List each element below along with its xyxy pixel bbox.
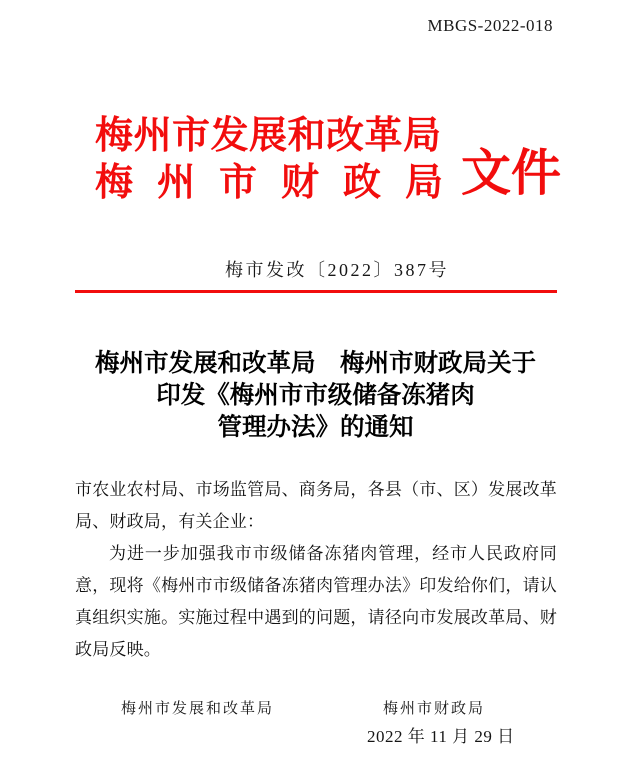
org-name-line1: 梅州市发展和改革局 (95, 115, 442, 157)
title-line-2: 印发《梅州市市级储备冻猪肉 (156, 382, 475, 409)
doc-number: 梅市发改〔2022〕387号 (225, 260, 449, 280)
red-letterhead (95, 113, 468, 207)
salutation-line-2: 局、财政局，有关企业： (75, 512, 265, 531)
document-body (75, 474, 557, 666)
paragraph-line-1: 为进一步加强我市市级储备冻猪肉管理，经市人民政府同 (109, 544, 557, 563)
signature-date: 2022 年 11 月 29 日 (367, 727, 515, 746)
title-line-3: 管理办法》的通知 (217, 414, 414, 441)
paragraph-line-4: 政局反映。 (75, 640, 161, 659)
doc-type-label: 文件 (461, 145, 561, 201)
salutation-line-1: 市农业农村局、市场监管局、商务局，各县（市、区）发展改革 (75, 480, 557, 499)
doc-reference-code: MBGS-2022-018 (427, 16, 553, 35)
signature-left-org: 梅州市发展和改革局 (121, 701, 275, 717)
title-line-1: 梅州市发展和改革局 梅州市财政局关于 (95, 350, 536, 377)
signature-right-org: 梅州市财政局 (383, 701, 486, 717)
paragraph-line-3: 真组织实施。实施过程中遇到的问题，请径向市发展改革局、财 (75, 608, 557, 627)
org-name-line2: 梅州市财政局 (95, 162, 468, 204)
paragraph-line-2: 意，现将《梅州市市级储备冻猪肉管理办法》印发给你们，请认 (75, 576, 557, 595)
red-divider-line (75, 290, 557, 293)
document-title (45, 348, 586, 444)
